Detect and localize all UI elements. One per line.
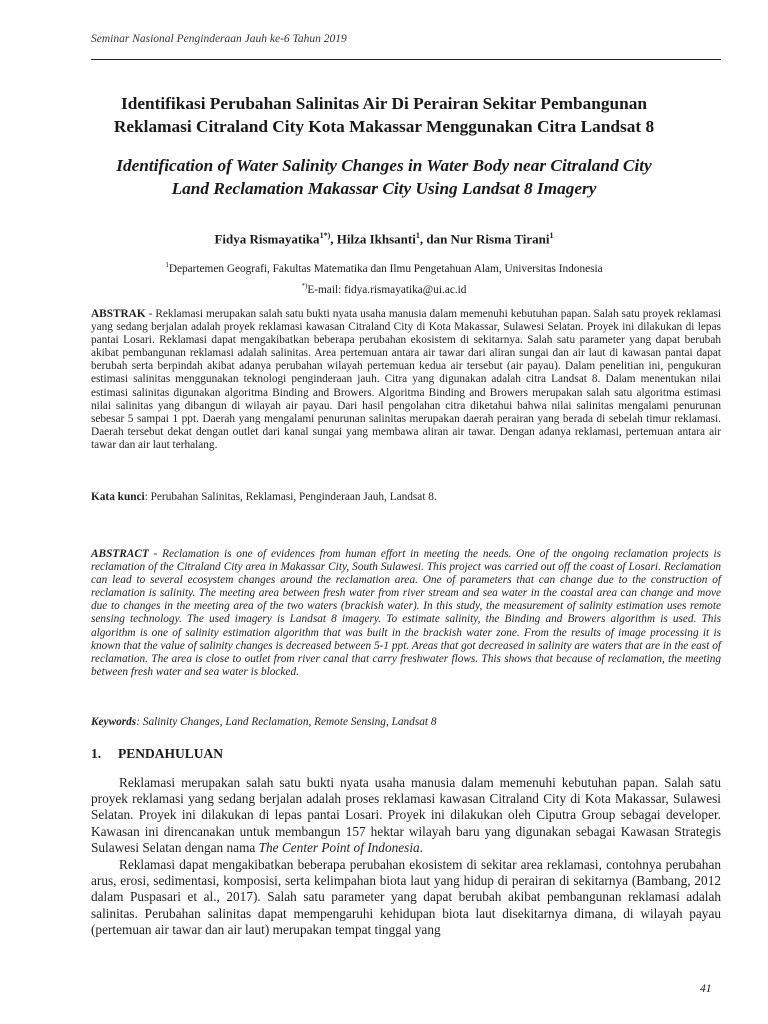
- author-3: , dan Nur Risma Tirani: [419, 231, 550, 247]
- email-text: E-mail: fidya.rismayatika@ui.ac.id: [307, 283, 467, 296]
- abstract-label: ABSTRACT: [91, 548, 149, 560]
- header-rule: [91, 59, 721, 60]
- title-english-line1: Identification of Water Salinity Changes in Water Body near Citraland City: [116, 156, 652, 175]
- section-heading: [91, 746, 223, 762]
- title-english-line2: Land Reclamation Makassar City Using Landsat 8 Imagery: [171, 179, 597, 198]
- keywords: [91, 716, 721, 729]
- keywords-label: Keywords: [91, 716, 137, 728]
- abstrak: [91, 308, 721, 452]
- paragraph-1-end: .: [419, 839, 423, 855]
- author-1: Fidya Rismayatika: [214, 231, 320, 247]
- affiliation-sup: 1: [165, 261, 169, 269]
- abstract: [91, 548, 721, 679]
- body-paragraph-2: Reklamasi dapat mengakibatkan beberapa perubahan ekosistem di sekitar area reklamasi, contohnya perubahan arus, erosi, sedimentasi, komposisi, serta kelimpahan biota laut yang hidup di perairan di sekitarnya (Bambang, 2012 dalam Puspasari et al., 2017). Salah satu parameter yang dapat berubah akibat pembangunan reklamasi adalah salinitas. Perubahan salinitas dapat mempengaruhi kehidupan biota laut disekitarnya dimana, di wilayah payau (pertemuan air tawar dan air laut) merupakan tempat tinggal yang: [91, 857, 721, 937]
- abstrak-text: - Reklamasi merupakan salah satu bukti nyata usaha manusia dalam memenuhi kebutuhan papan. Salah satu proyek reklamasi yang sedang berjalan adalah proyek reklamasi kawasan Citraland City di Kota Makassar, Sulawesi Selatan. Proyek ini dilakukan di lepas pantai Losari. Reklamasi dapat mengakibatkan beberapa perubahan ekosistem di sekitarnya. Salah satu parameter yang dapat berubah akibat pembangunan reklamasi adalah salinitas. Area pertemuan antara air tawar dari aliran sungai dan air laut di kawasan pantai dapat berubah serta berpindah akibat adanya perubahan wilayah pertemuan kedua air tersebut (air payau). Dalam penelitian ini, pengukuran estimasi salinitas menggunakan teknologi penginderaan jauh. Citra yang digunakan adalah citra Landsat 8. Dalam menentukan nilai estimasi salinitas digunakan algoritma Binding and Browers. Algoritma Binding and Browers merupakan salah satu algoritma estimasi nilai salinitas yang dibangun di wilayah air payau. Dari hasil pengolahan citra diketahui bahwa nilai salinitas mengalami penurunan sebesar 5 sampai 1 ppt. Daerah yang mengalami penurunan salinitas merupakan daerah perairan yang berada di sebelah timur reklamasi. Daerah tersebut dekat dengan outlet dari kanal sungai yang membawa aliran air tawar. Dengan adanya reklamasi, pertemuan antara air tawar dan air laut terhalang.: [91, 308, 721, 451]
- paragraph-1-text: Reklamasi merupakan salah satu bukti nyata usaha manusia dalam memenuhi kebutuhan papan. Salah satu proyek reklamasi yang sedang berjalan adalah proses reklamasi kawasan Citraland City di Kota Makassar, Sulawesi Selatan. Proyek ini dilakukan di lepas pantai Losari. Proyek ini dilakukan oleh Ciputra Group sebagai developer. Kawasan ini direncanakan untuk membangun 157 hektar wilayah baru yang digunakan sebagai Kawasan Strategis Sulawesi Selatan dengan nama: [91, 775, 721, 855]
- email-sup: *): [301, 282, 308, 290]
- section-number: 1.: [91, 746, 102, 761]
- author-2: , Hilza Ikhsanti: [330, 231, 416, 247]
- title-indonesian-line2: Reklamasi Citraland City Kota Makassar Menggunakan Citra Landsat 8: [113, 117, 655, 136]
- author-3-sup: 1: [549, 231, 554, 240]
- abstrak-label: ABSTRAK: [91, 308, 146, 320]
- section-title: PENDAHULUAN: [118, 746, 224, 761]
- author-2-sup: 1: [415, 231, 420, 240]
- kata-kunci: [91, 491, 721, 504]
- title-indonesian: [70, 92, 698, 138]
- kata-kunci-label: Kata kunci: [91, 491, 145, 503]
- abstract-text: - Reclamation is one of evidences from human effort in meeting the needs. One of the ongoing reclamation projects is reclamation of the Citraland City area in Makassar City, South Sulawesi. This project was carried out off the coast of Losari. Reclamation can lead to several ecosystem changes around the reclamation area. One of parameters that can change due to the construction of reclamation is salinity. The meeting area between fresh water from river stream and sea water in the coastal area can change and move due to changes in the meeting area of the two waters (brackish water). In this study, the measurement of salinity estimation uses remote sensing technology. The used imagery is Landsat 8 imagery. To estimate salinity, the Binding and Browers algorithm is used. This algorithm is one of salinity estimation algorithm that was built in the brackish water zone. From the results of image processing it is known that the value of salinity changes is decreased between 5-1 ppt. Areas that got decreased in salinity are waters that are in the east of reclamation. The area is close to outlet from river canal that carry freshwater flows. This shows that because of reclamation, the meeting between fresh water and sea water is blocked.: [91, 548, 721, 678]
- author-list: [70, 231, 698, 247]
- affiliation: [70, 261, 698, 275]
- title-indonesian-line1: Identifikasi Perubahan Salinitas Air Di Perairan Sekitar Pembangunan: [120, 94, 648, 113]
- keywords-text: : Salinity Changes, Land Reclamation, Remote Sensing, Landsat 8: [136, 716, 437, 728]
- paragraph-1-italic: The Center Point of Indonesia: [258, 839, 420, 855]
- running-header: Seminar Nasional Penginderaan Jauh ke-6 Tahun 2019: [91, 33, 347, 45]
- kata-kunci-text: : Perubahan Salinitas, Reklamasi, Penginderaan Jauh, Landsat 8.: [144, 491, 437, 503]
- page-number: 41: [700, 983, 712, 995]
- author-1-sup: 1*): [319, 231, 331, 240]
- body-paragraph-1: [91, 775, 721, 856]
- author-email: [70, 282, 698, 296]
- affiliation-text: Departemen Geografi, Fakultas Matematika dan Ilmu Pengetahuan Alam, Universitas Indonesia: [168, 262, 603, 275]
- title-english: [70, 154, 698, 200]
